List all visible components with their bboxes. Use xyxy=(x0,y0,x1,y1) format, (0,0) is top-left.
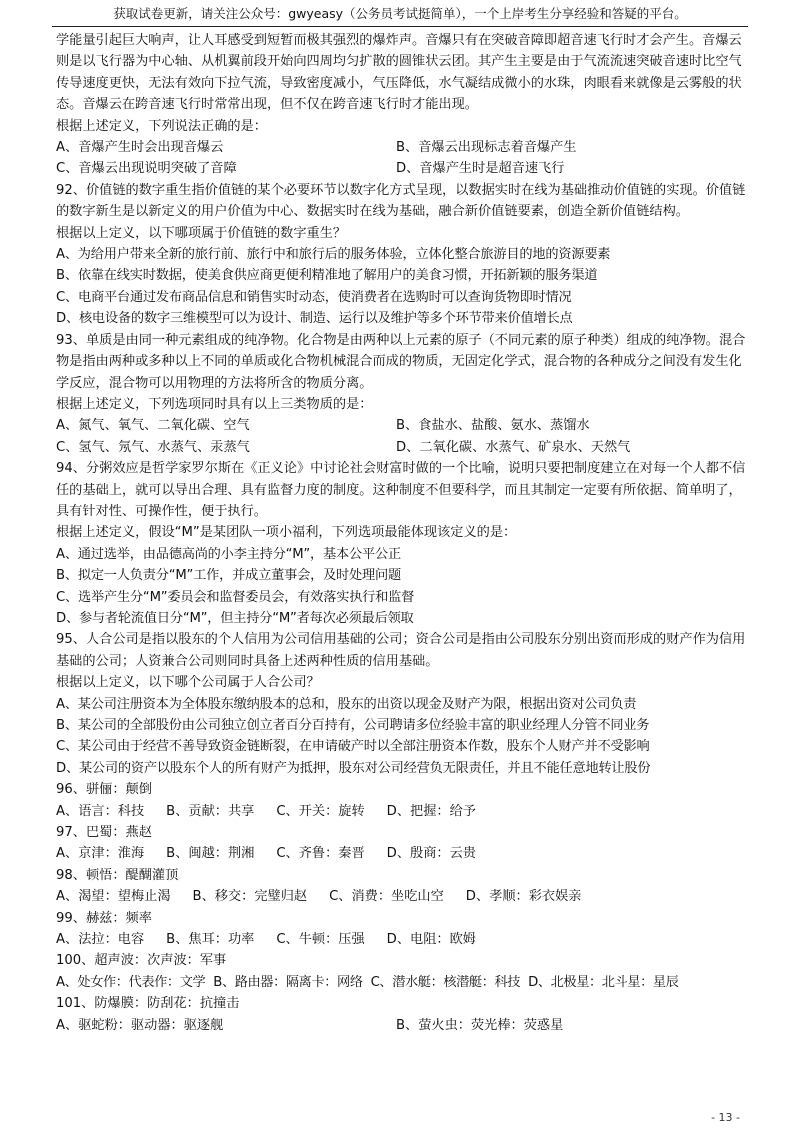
q97-stem: 97、巴蜀：燕赵 xyxy=(56,825,152,841)
q98-option-a: A、渴望：望梅止渴 xyxy=(56,889,171,905)
q97-option-a: A、京津：淮海 xyxy=(56,846,145,862)
q95-stem: 根据以上定义，以下哪个公司属于人合公司？ xyxy=(56,675,320,691)
q96-stem: 96、骈俪：颠倒 xyxy=(56,782,152,798)
q99-option-d: D、电阻：欧姆 xyxy=(386,932,476,948)
q101-options xyxy=(56,1015,746,1036)
q96-option-d: D、把握：给予 xyxy=(386,803,476,819)
q99-stem: 99、赫兹：频率 xyxy=(56,910,152,926)
q99-option-c: C、牛顿：压强 xyxy=(276,932,365,948)
q91-body: 学能量引起巨大响声，让人耳感受到短暂而极其强烈的爆炸声。音爆只有在突破音障即超音速飞行时才会产生。音爆云则是以飞行器为中心轴、从机翼前段开始向四周均匀扩散的圆锥状云团。其产生主要是由于气流流速突破音速时比空气传导速度更快，无法有效向下拉气流，导致密度减小，气压降低，水气凝结成微小的水珠，肉眼看来就像是云雾般的状态。音爆云在跨音速飞行时常常出现，但不仅在跨音速飞行时才能出现。 xyxy=(56,33,742,113)
q97-option-c: C、齐鲁：秦晋 xyxy=(276,846,365,862)
q93-options-row2 xyxy=(56,437,746,458)
q96-option-b: B、贡献：共享 xyxy=(166,803,255,819)
q92-option-a: A、为给用户带来全新的旅行前、旅行中和旅行后的服务体验，立体化整合旅游目的地的资源要素 xyxy=(56,247,611,263)
q91-options-row1 xyxy=(56,137,746,158)
q101-option-a: A、驱蛇粉：驱动器：驱逐舰 xyxy=(56,1017,224,1033)
q92-body: 92、价值链的数字重生指价值链的某个必要环节以数字化方式呈现，以数据实时在线为基础推动价值链的实现。价值链的数字新生是以新定义的用户价值为中心、数据实时在线为基础，融合新价值链要素，创造全新价值链结构。 xyxy=(56,182,746,220)
q93-body: 93、单质是由同一种元素组成的纯净物。化合物是由两种以上元素的原子（不同元素的原子种类）组成的纯净物。混合物是指由两种或多种以上不同的单质或化合物机械混合而成的物质，无固定化学式，混合物的各种成分之间没有发生化学反应，混合物可以用物理的方法将所含的物质分离。 xyxy=(56,332,746,391)
q97-option-d: D、殷商：云贵 xyxy=(386,846,476,862)
q100-option-d: D、北极星：北斗星：星辰 xyxy=(528,974,679,990)
q91-options-row2 xyxy=(56,158,746,179)
q94-option-b: B、拟定一人负责分“M”工作，并成立董事会，及时处理问题 xyxy=(56,568,401,584)
q101-option-b: B、萤火虫：荧光棒：荧惑星 xyxy=(396,1017,564,1033)
q91-option-d: D、音爆产生时是超音速飞行 xyxy=(396,161,565,177)
q91-option-c: C、音爆云出现说明突破了音障 xyxy=(56,161,237,177)
q95-option-a: A、某公司注册资本为全体股东缴纳股本的总和，股东的出资以现金及财产为限，根据出资对公司负责 xyxy=(56,696,637,712)
q100-option-a: A、处女作：代表作：文学 xyxy=(56,974,206,990)
page-number: - 13 - xyxy=(711,1111,740,1124)
q99-option-a: A、法拉：电容 xyxy=(56,932,145,948)
q91-option-b: B、音爆云出现标志着音爆产生 xyxy=(396,140,577,156)
q92-stem: 根据以上定义，以下哪项属于价值链的数字重生？ xyxy=(56,225,347,241)
q93-option-b: B、食盐水、盐酸、氨水、蒸馏水 xyxy=(396,418,590,434)
q98-stem: 98、顿悟：醍醐灌顶 xyxy=(56,867,179,883)
q97-options xyxy=(56,843,746,864)
q92-option-b: B、依靠在线实时数据，使美食供应商更便利精准地了解用户的美食习惯，开拓新颖的服务渠道 xyxy=(56,268,598,284)
q94-stem: 根据上述定义，假设“M”是某团队一项小福利，下列选项最能体现该定义的是： xyxy=(56,525,517,541)
q94-option-c: C、选举产生分“M”委员会和监督委员会，有效落实执行和监督 xyxy=(56,589,415,605)
q95-body: 95、人合公司是指以股东的个人信用为公司信用基础的公司；资合公司是指由公司股东分别出资而形成的财产作为信用基础的公司；人资兼合公司则同时具备上述两种性质的信用基础。 xyxy=(56,632,746,669)
q101-stem: 101、防爆膜：防刮花：抗撞击 xyxy=(56,996,240,1012)
q94-option-d: D、参与者轮流值日分“M”，但主持分“M”者每次必须最后领取 xyxy=(56,610,414,626)
q96-option-c: C、开关：旋转 xyxy=(276,803,365,819)
q96-option-a: A、语言：科技 xyxy=(56,803,145,819)
q93-stem: 根据上述定义，下列选项同时具有以上三类物质的是： xyxy=(56,396,373,412)
q100-options xyxy=(56,972,746,993)
q94-option-a: A、通过选举，由品德高尚的小李主持分“M”，基本公平公正 xyxy=(56,546,401,562)
header-divider xyxy=(52,26,748,27)
q93-option-a: A、氮气、氧气、二氧化碳、空气 xyxy=(56,418,250,434)
q93-options-row1 xyxy=(56,415,746,436)
q92-option-c: C、电商平台通过发布商品信息和销售实时动态，使消费者在选购时可以查询货物即时情况 xyxy=(56,289,572,305)
q95-option-b: B、某公司的全部股份由公司独立创立者百分百持有，公司聘请多位经验丰富的职业经理人分管不同业务 xyxy=(56,718,650,733)
q100-stem: 100、超声波：次声波：军事 xyxy=(56,953,227,969)
q100-option-b: B、路由器：隔离卡：网络 xyxy=(213,974,363,990)
q98-options xyxy=(56,886,746,907)
page-header: 获取试卷更新，请关注公众号：gwyeasy（公务员考试挺简单），一个上岸考生分享经验和答疑的平台。 xyxy=(113,6,687,21)
q93-option-c: C、氢气、氖气、水蒸气、汞蒸气 xyxy=(56,439,250,455)
q94-body: 94、分粥效应是哲学家罗尔斯在《正义论》中讨论社会财富时做的一个比喻，说明只要把制度建立在对每一个人都不信任的基础上，就可以导出合理、具有监督力度的制度。这种制度不但要科学，而且其制定一定要有所依据、简单明了，具有针对性、可操作性，便于执行。 xyxy=(56,461,746,519)
q91-stem: 根据上述定义，下列说法正确的是： xyxy=(56,118,267,134)
q93-option-d: D、二氧化碳、水蒸气、矿泉水、天然气 xyxy=(396,439,631,455)
q99-options xyxy=(56,929,746,950)
q100-option-c: C、潜水艇：核潜艇：科技 xyxy=(370,974,521,990)
q99-option-b: B、焦耳：功率 xyxy=(166,932,255,948)
q95-option-c: C、某公司由于经营不善导致资金链断裂，在申请破产时以全部注册资本作数，股东个人财产并不受影响 xyxy=(56,739,650,755)
q98-option-b: B、移交：完璧归赵 xyxy=(192,889,308,905)
q96-options xyxy=(56,801,746,822)
q97-option-b: B、闽越：荆湘 xyxy=(166,846,255,862)
page-content xyxy=(56,30,746,1036)
q91-option-a: A、音爆产生时会出现音爆云 xyxy=(56,140,224,156)
q95-option-d: D、某公司的资产以股东个人的所有财产为抵押，股东对公司经营负无限责任，并且不能任意地转让股份 xyxy=(56,760,651,776)
q92-option-d: D、核电设备的数字三维模型可以为设计、制造、运行以及维护等多个环节带来价值增长点 xyxy=(56,311,573,327)
q98-option-c: C、消费：坐吃山空 xyxy=(329,889,444,905)
q98-option-d: D、孝顺：彩衣娱亲 xyxy=(465,889,582,905)
